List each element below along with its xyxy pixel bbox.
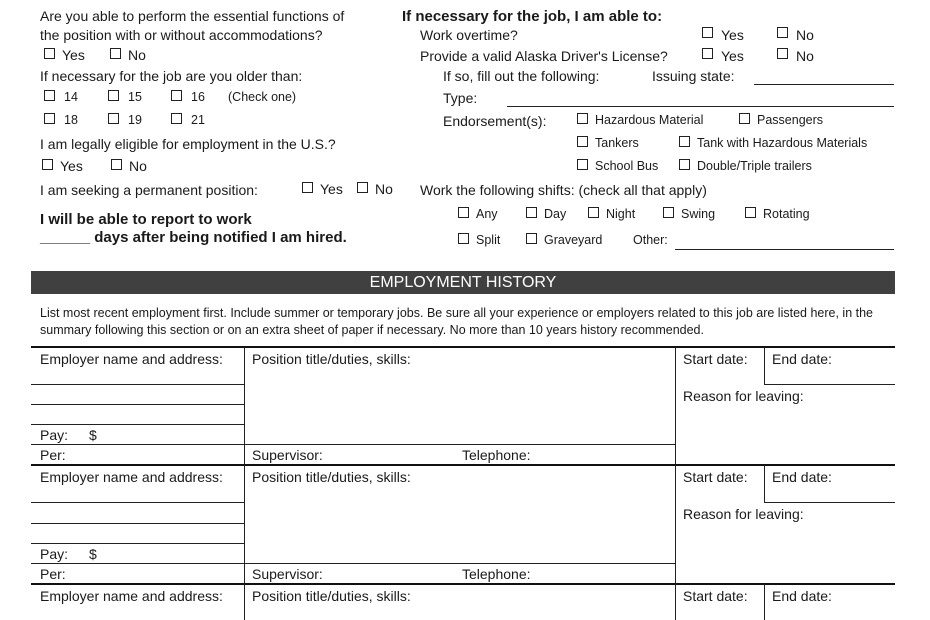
age-21-label: 21 xyxy=(191,113,205,127)
section3-divider-employer xyxy=(244,584,245,620)
issuing-state-line[interactable] xyxy=(754,84,894,85)
essential-no-checkbox[interactable] xyxy=(110,48,121,59)
shift-split-label: Split xyxy=(476,233,501,247)
essential-question-line1: Are you able to perform the essential functions of xyxy=(40,8,345,24)
double-triple-checkbox[interactable] xyxy=(679,159,690,170)
tankers-label: Tankers xyxy=(595,136,639,150)
section3-top-border xyxy=(31,583,895,585)
overtime-yes-label: Yes xyxy=(721,27,744,43)
section1-divider-position xyxy=(675,347,676,464)
report-to-work-line1: I will be able to report to work xyxy=(40,211,252,228)
age-19-checkbox[interactable] xyxy=(108,113,119,124)
age-18-label: 18 xyxy=(64,113,78,127)
section1-address-line2[interactable] xyxy=(31,404,244,405)
section3-divider-position xyxy=(675,584,676,620)
tank-hazardous-label: Tank with Hazardous Materials xyxy=(697,136,868,150)
section1-divider-dates xyxy=(764,347,765,385)
permanent-yes-label: Yes xyxy=(320,181,343,197)
section1-divider-employer xyxy=(244,347,245,464)
shift-day-label: Day xyxy=(544,207,567,221)
section2-divider-dates xyxy=(764,465,765,503)
permanent-yes-checkbox[interactable] xyxy=(302,182,313,193)
endorsements-label: Endorsement(s): xyxy=(443,113,547,129)
shift-other-label: Other: xyxy=(633,233,668,247)
section2-per-label: Per: xyxy=(40,566,66,582)
shift-night-label: Night xyxy=(606,207,636,221)
permanent-no-checkbox[interactable] xyxy=(357,182,368,193)
section2-dates-line xyxy=(764,502,895,503)
section2-dollar-sign: $ xyxy=(89,546,97,562)
section1-pay-line[interactable] xyxy=(31,444,675,445)
section3-employer-label: Employer name and address: xyxy=(40,588,223,604)
section2-top-border xyxy=(31,464,895,466)
employment-history-banner: EMPLOYMENT HISTORY xyxy=(31,271,895,294)
eligible-question: I am legally eligible for employment in the U.S.? xyxy=(40,136,336,152)
section2-employer-label: Employer name and address: xyxy=(40,469,223,485)
section2-pay-label: Pay: xyxy=(40,546,69,562)
tankers-checkbox[interactable] xyxy=(577,136,588,147)
shift-day-checkbox[interactable] xyxy=(526,207,537,218)
section1-position-label: Position title/duties, skills: xyxy=(252,351,411,367)
age-16-checkbox[interactable] xyxy=(171,90,182,101)
license-type-label: Type: xyxy=(443,90,478,106)
shift-graveyard-checkbox[interactable] xyxy=(526,233,537,244)
age-18-checkbox[interactable] xyxy=(44,113,55,124)
section1-pay-label: Pay: xyxy=(40,427,69,443)
section2-supervisor-label: Supervisor: xyxy=(252,566,323,582)
age-21-checkbox[interactable] xyxy=(171,113,182,124)
essential-yes-label: Yes xyxy=(62,47,85,63)
shift-any-label: Any xyxy=(476,207,498,221)
tank-hazardous-checkbox[interactable] xyxy=(679,136,690,147)
section3-end-label: End date: xyxy=(772,588,832,604)
section2-start-label: Start date: xyxy=(683,469,748,485)
employment-instructions: List most recent employment first. Include summer or temporary jobs. Be sure all your experience or employers related to this job are listed here, in the summary following this section or on an extra sheet of paper if necessary. No more than 10 years history recommended. xyxy=(40,306,874,337)
shift-other-line[interactable] xyxy=(675,249,894,250)
section1-start-label: Start date: xyxy=(683,351,748,367)
essential-yes-checkbox[interactable] xyxy=(44,48,55,59)
section3-divider-dates xyxy=(764,584,765,620)
license-type-line[interactable] xyxy=(507,106,894,107)
section1-dollar-sign: $ xyxy=(89,427,97,443)
shift-any-checkbox[interactable] xyxy=(458,207,469,218)
license-yes-label: Yes xyxy=(721,48,744,64)
age-14-label: 14 xyxy=(64,90,78,104)
license-no-checkbox[interactable] xyxy=(777,48,788,59)
report-to-work-line2: ______ days after being notified I am hired. xyxy=(40,229,347,246)
shift-night-checkbox[interactable] xyxy=(588,207,599,218)
age-14-checkbox[interactable] xyxy=(44,90,55,101)
overtime-question: Work overtime? xyxy=(420,27,518,43)
section2-divider-position xyxy=(675,465,676,583)
section2-address-line1[interactable] xyxy=(31,502,244,503)
section2-reason-label: Reason for leaving: xyxy=(683,506,804,522)
section3-position-label: Position title/duties, skills: xyxy=(252,588,411,604)
if-so-instruction: If so, fill out the following: xyxy=(443,68,600,84)
age-15-checkbox[interactable] xyxy=(108,90,119,101)
section2-address-line2[interactable] xyxy=(31,523,244,524)
section1-dates-line xyxy=(764,384,895,385)
permanent-question: I am seeking a permanent position: xyxy=(40,182,258,198)
hazardous-material-label: Hazardous Material xyxy=(595,113,704,127)
section1-employer-label: Employer name and address: xyxy=(40,351,223,367)
shift-swing-label: Swing xyxy=(681,207,716,221)
school-bus-checkbox[interactable] xyxy=(577,159,588,170)
shifts-question: Work the following shifts: (check all that apply) xyxy=(420,182,707,198)
section2-divider-employer xyxy=(244,465,245,583)
section2-pay-line[interactable] xyxy=(31,563,675,564)
essential-no-label: No xyxy=(128,47,146,63)
section3-start-label: Start date: xyxy=(683,588,748,604)
double-triple-label: Double/Triple trailers xyxy=(697,159,812,173)
permanent-no-label: No xyxy=(375,181,393,197)
school-bus-label: School Bus xyxy=(595,159,659,173)
eligible-no-label: No xyxy=(129,158,147,174)
section1-address-line1[interactable] xyxy=(31,384,244,385)
essential-question-line2: the position with or without accommodations? xyxy=(40,27,323,43)
passengers-label: Passengers xyxy=(757,113,824,127)
eligible-yes-label: Yes xyxy=(60,158,83,174)
shift-rotating-label: Rotating xyxy=(763,207,810,221)
hazardous-material-checkbox[interactable] xyxy=(577,113,588,124)
section2-position-label: Position title/duties, skills: xyxy=(252,469,411,485)
section1-top-border xyxy=(31,346,895,348)
shift-split-checkbox[interactable] xyxy=(458,233,469,244)
check-one-note: (Check one) xyxy=(228,90,297,104)
overtime-yes-checkbox[interactable] xyxy=(702,27,713,38)
overtime-no-checkbox[interactable] xyxy=(777,27,788,38)
eligible-yes-checkbox[interactable] xyxy=(42,159,53,170)
section2-telephone-label: Telephone: xyxy=(462,566,531,582)
section2-address-line3[interactable] xyxy=(31,543,244,544)
shift-swing-checkbox[interactable] xyxy=(663,207,674,218)
eligible-no-checkbox[interactable] xyxy=(111,159,122,170)
older-than-question: If necessary for the job are you older than: xyxy=(40,68,303,84)
age-16-label: 16 xyxy=(191,90,205,104)
section1-telephone-label: Telephone: xyxy=(462,447,531,463)
section1-end-label: End date: xyxy=(772,351,832,367)
overtime-no-label: No xyxy=(796,27,814,43)
section1-address-line3[interactable] xyxy=(31,424,244,425)
issuing-state-label: Issuing state: xyxy=(652,68,735,84)
license-no-label: No xyxy=(796,48,814,64)
able-to-heading: If necessary for the job, I am able to: xyxy=(402,8,663,25)
section1-reason-label: Reason for leaving: xyxy=(683,388,804,404)
license-question: Provide a valid Alaska Driver's License? xyxy=(420,48,668,64)
section1-per-label: Per: xyxy=(40,447,66,463)
shift-rotating-checkbox[interactable] xyxy=(745,207,756,218)
passengers-checkbox[interactable] xyxy=(739,113,750,124)
section2-end-label: End date: xyxy=(772,469,832,485)
license-yes-checkbox[interactable] xyxy=(702,48,713,59)
section1-supervisor-label: Supervisor: xyxy=(252,447,323,463)
age-15-label: 15 xyxy=(128,90,142,104)
age-19-label: 19 xyxy=(128,113,142,127)
shift-graveyard-label: Graveyard xyxy=(544,233,603,247)
